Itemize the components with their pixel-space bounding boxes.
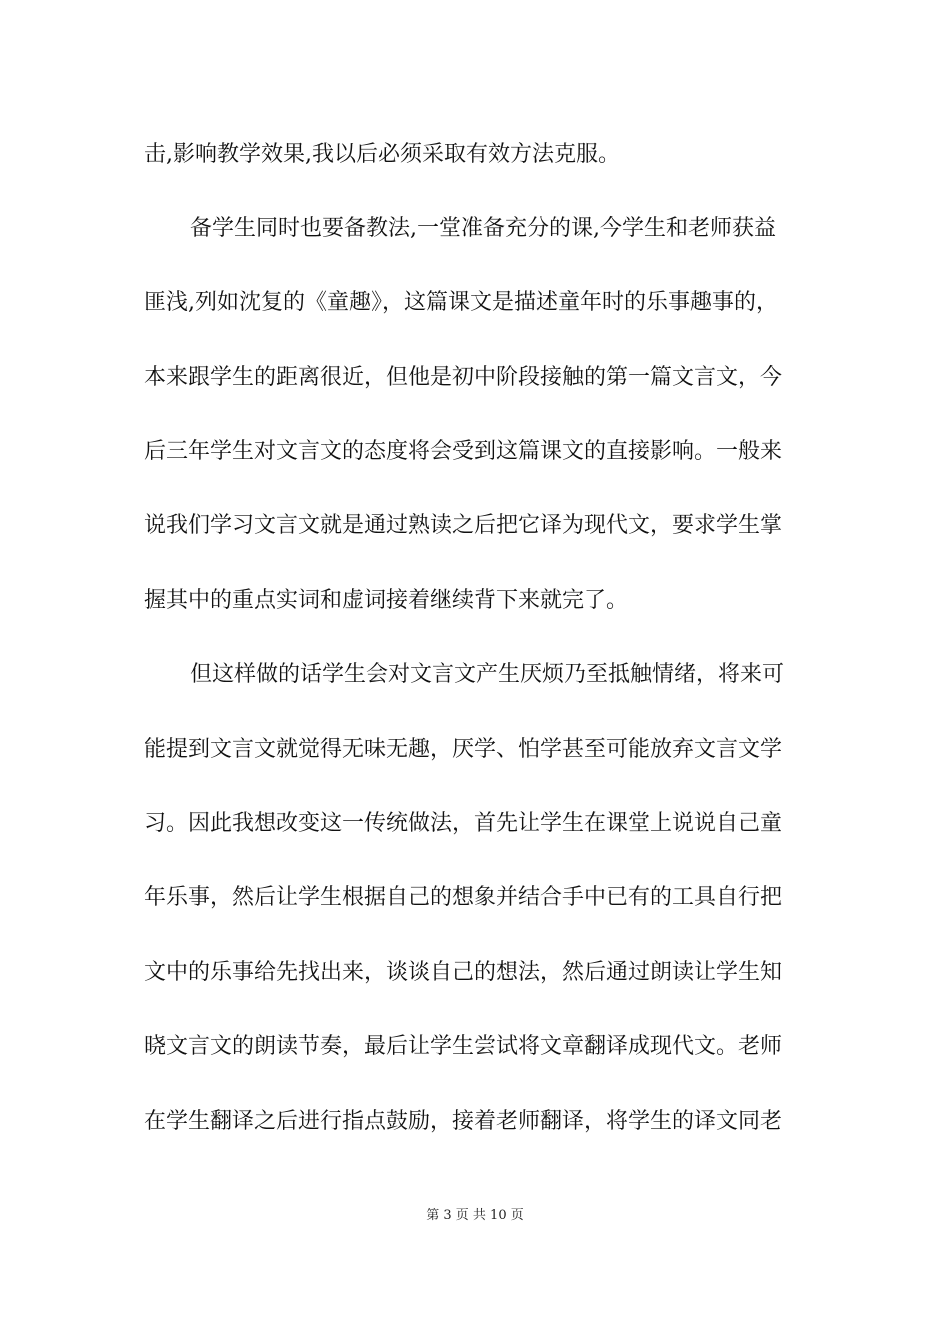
text-line: 在学生翻译之后进行指点鼓励，接着老师翻译，将学生的译文同老 [144, 1109, 783, 1134]
text-line: 击,影响教学效果,我以后必须采取有效方法克服。 [144, 142, 620, 167]
text-line: 年乐事，然后让学生根据自己的想象并结合手中已有的工具自行把 [144, 885, 783, 910]
text-line: 本来跟学生的距离很近，但他是初中阶段接触的第一篇文言文，今 [144, 365, 783, 390]
text-line: 能提到文言文就觉得无味无趣，厌学、怕学甚至可能放弃文言文学 [144, 737, 783, 762]
text-line: 文中的乐事给先找出来，谈谈自己的想法，然后通过朗读让学生知 [144, 960, 783, 985]
text-line: 习。因此我想改变这一传统做法，首先让学生在课堂上说说自己童 [144, 811, 783, 836]
text-line: 晓文言文的朗读节奏，最后让学生尝试将文章翻译成现代文。老师 [144, 1034, 783, 1059]
page-number-footer: 第 3 页 共 10 页 [426, 1208, 524, 1223]
text-line: 备学生同时也要备教法,一堂准备充分的课,今学生和老师获益 [190, 216, 776, 241]
text-line: 匪浅,列如沈复的《童趣》，这篇课文是描述童年时的乐事趣事的， [144, 290, 778, 315]
text-line: 但这样做的话学生会对文言文产生厌烦乃至抵触情绪，将来可 [190, 662, 785, 687]
text-line: 握其中的重点实词和虚词接着继续背下来就完了。 [144, 588, 629, 613]
text-line: 说我们学习文言文就是通过熟读之后把它译为现代文，要求学生掌 [144, 513, 783, 538]
text-line: 后三年学生对文言文的态度将会受到这篇课文的直接影响。一般来 [144, 439, 783, 464]
